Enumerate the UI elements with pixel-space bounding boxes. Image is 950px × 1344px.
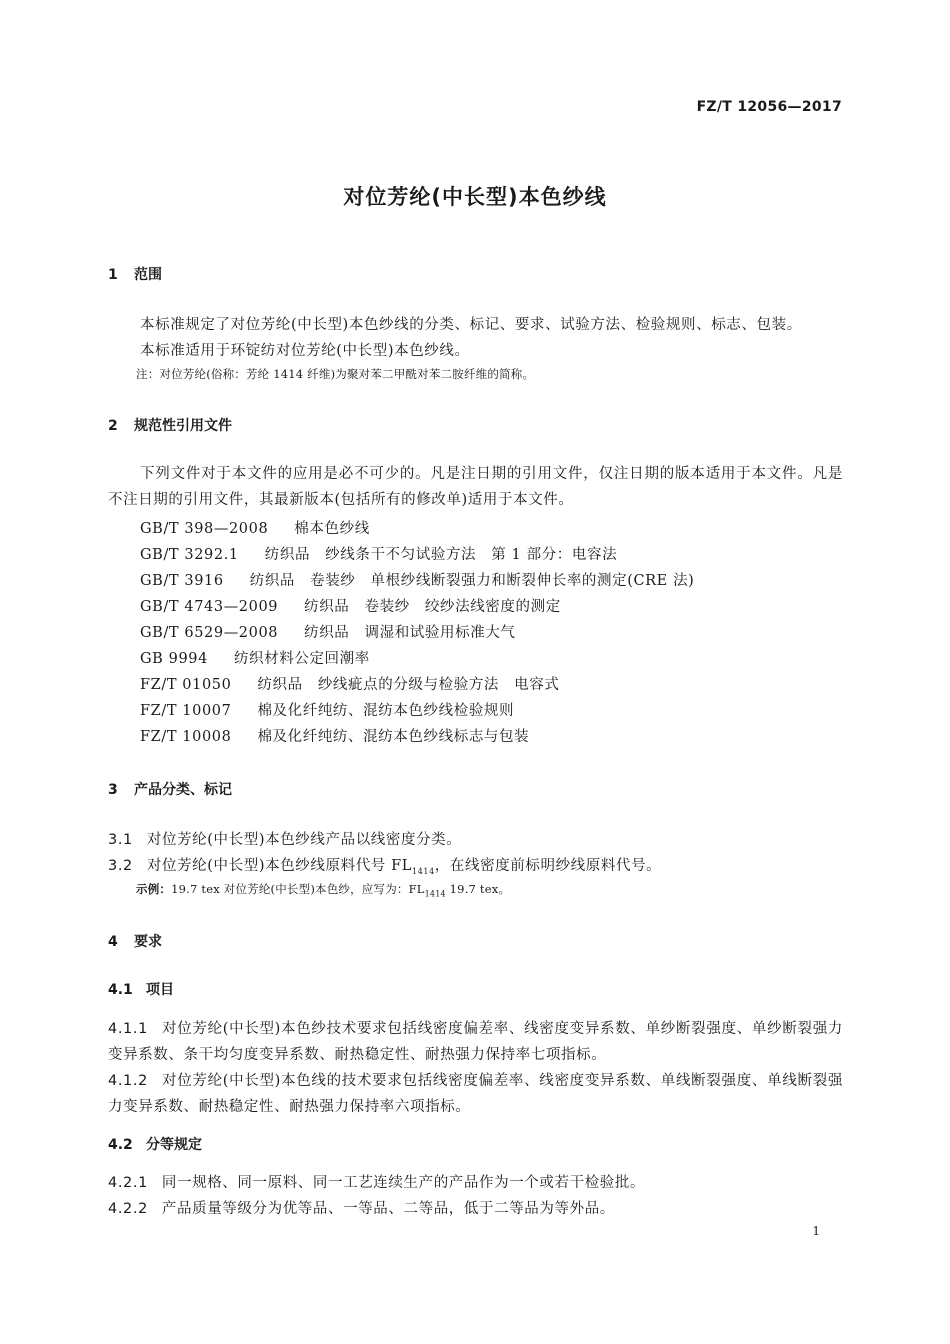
section-3-heading: 3 产品分类、标记 [108,782,232,798]
item-4-2-1: 4.2.1 同一规格、同一原料、同一工艺连续生产的产品作为一个或若干检验批。 [108,1175,646,1191]
item-4-1-1: 4.1.1 对位芳纶(中长型)本色纱技术要求包括线密度偏差率、线密度变异系数、单纱断裂强度、单纱断裂强力变异系数、条干均匀度变异系数、耐热稳定性、耐热强力保持率七项指标。 [108,1021,843,1063]
item-3-2: 3.2 对位芳纶(中长型)本色纱线原料代号 $FL_{1414}$，在线密度前标明纱线原料代号。 [108,858,662,876]
reference-item: GB/T 398—2008 棉本色纱线 [140,521,370,537]
section-1-heading: 1 范围 [108,267,162,283]
reference-item: FZ/T 10007 棉及化纤纯纺、混纺本色纱线检验规则 [140,703,515,719]
document-title: 对位芳纶(中长型)本色纱线 [343,185,607,209]
example-note: 示例：19.7 tex 对位芳纶(中长型)本色纱，应写为：$FL_{1414}$ 19.7 tex。 [136,882,511,899]
item-4-1-2: 4.1.2 对位芳纶(中长型)本色线的技术要求包括线密度偏差率、线密度变异系数、单线断裂强度、单线断裂强力变异系数、耐热稳定性、耐热强力保持率六项指标。 [108,1073,843,1115]
section-2-heading: 2 规范性引用文件 [108,418,232,434]
item-4-2-2: 4.2.2 产品质量等级分为优等品、一等品、二等品，低于二等品为等外品。 [108,1201,615,1217]
item-3-1: 3.1 对位芳纶(中长型)本色纱线产品以线密度分类。 [108,832,462,848]
section-1-paragraph-1: 本标准规定了对位芳纶(中长型)本色纱线的分类、标记、要求、试验方法、检验规则、标志、包装。 [140,317,802,333]
reference-item: GB/T 6529—2008 纺织品 调湿和试验用标准大气 [140,625,516,641]
section-4-2-heading: 4.2 分等规定 [108,1137,202,1153]
reference-item: FZ/T 10008 棉及化纤纯纺、混纺本色纱线标志与包装 [140,729,530,745]
section-2-intro: 下列文件对于本文件的应用是必不可少的。凡是注日期的引用文件，仅注日期的版本适用于本文件。凡是不注日期的引用文件，其最新版本(包括所有的修改单)适用于本文件。 [108,466,843,508]
section-4-1-heading: 4.1 项目 [108,982,174,998]
section-4-heading: 4 要求 [108,934,162,950]
reference-item: GB/T 3292.1 纺织品 纱线条干不匀试验方法 第 1 部分：电容法 [140,547,618,563]
page-number: 1 [812,1224,820,1238]
reference-item: GB/T 3916 纺织品 卷装纱 单根纱线断裂强力和断裂伸长率的测定(CRE 法) [140,573,695,589]
reference-item: GB/T 4743—2009 纺织品 卷装纱 绞纱法线密度的测定 [140,599,561,615]
section-1-note: 注：对位芳纶(俗称：芳纶 1414 纤维)为聚对苯二甲酰对苯二胺纤维的简称。 [136,367,535,381]
reference-item: FZ/T 01050 纺织品 纱线疵点的分级与检验方法 电容式 [140,677,560,693]
section-1-paragraph-2: 本标准适用于环锭纺对位芳纶(中长型)本色纱线。 [140,343,470,359]
standard-number: FZ/T 12056—2017 [696,99,842,115]
reference-item: GB 9994 纺织材料公定回潮率 [140,651,370,667]
